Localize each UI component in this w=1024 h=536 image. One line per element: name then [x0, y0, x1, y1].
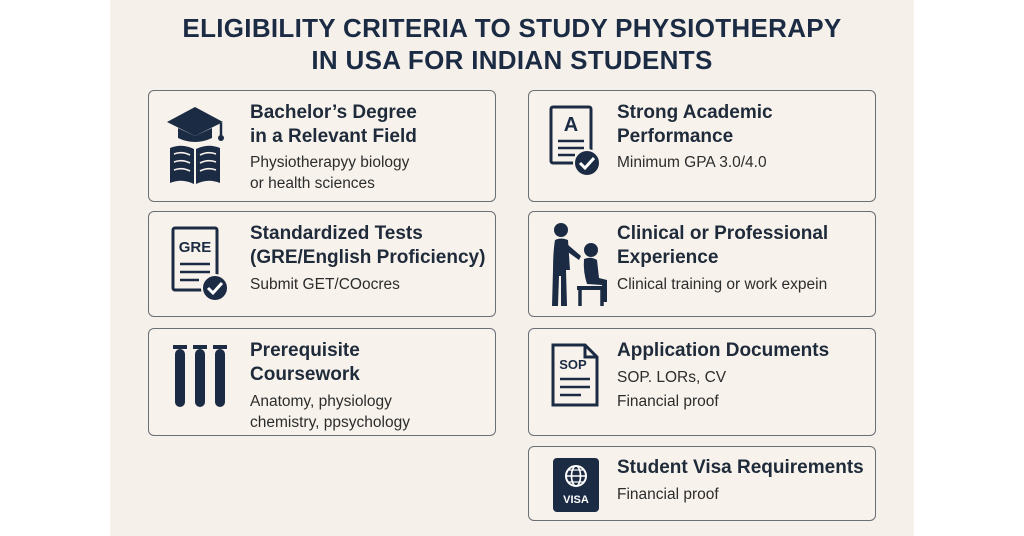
- grade-document-icon: [547, 103, 605, 181]
- card-description-line-1: Anatomy, physiology: [250, 393, 392, 410]
- card-description-line-1: Physiotherapyy biology: [250, 154, 410, 171]
- page-title: [110, 12, 914, 76]
- card-title-line-1: Bachelor’s Degree: [250, 102, 417, 123]
- svg-text:SOP: SOP: [559, 357, 587, 372]
- card-academic-performance: [528, 90, 876, 202]
- svg-text:GRE: GRE: [178, 239, 212, 256]
- card-title-line-1: Clinical or Professional: [617, 223, 829, 244]
- svg-text:A: A: [563, 114, 579, 136]
- card-standardized-tests: [148, 211, 496, 317]
- card-description-line-2: chemistry, ppsychology: [250, 414, 410, 431]
- card-prerequisite-coursework: [148, 328, 496, 436]
- card-description-line-1: Clinical training or work expein: [617, 276, 828, 293]
- card-description-line-2: or health sciences: [250, 175, 375, 192]
- title-line-2: IN USA FOR INDIAN STUDENTS: [311, 45, 713, 75]
- test-tubes-icon: [171, 343, 231, 413]
- card-description-line-2: Financial proof: [617, 393, 719, 410]
- card-title-line-1: Standardized Tests: [250, 223, 423, 244]
- sop-document-icon: [549, 341, 601, 409]
- card-title-line-1: Prerequisite: [250, 340, 360, 361]
- visa-passport-icon: [551, 456, 601, 514]
- card-description-line-1: SOP. LORs, CV: [617, 369, 727, 386]
- card-title-line-1: Student Visa Requirements: [617, 457, 864, 478]
- card-clinical-experience: [528, 211, 876, 317]
- title-line-1: ELIGIBILITY CRITERIA TO STUDY PHYSIOTHERAPY: [182, 13, 842, 43]
- card-application-documents: [528, 328, 876, 436]
- card-title-line-2: Experience: [617, 247, 719, 268]
- card-title-line-2: (GRE/English Proficiency): [250, 247, 486, 268]
- card-title-line-2: in a Relevant Field: [250, 126, 417, 147]
- card-title-line-2: Performance: [617, 126, 734, 147]
- therapist-patient-icon: [541, 220, 611, 312]
- test-document-icon: [169, 224, 235, 304]
- card-title-line-1: Application Documents: [617, 340, 830, 361]
- graduation-book-icon: [164, 104, 226, 186]
- card-description-line-1: Financial proof: [617, 486, 719, 503]
- card-bachelors-degree: [148, 90, 496, 202]
- card-title-line-1: Strong Academic: [617, 102, 773, 123]
- card-student-visa: [528, 446, 876, 521]
- card-title-line-2: Coursework: [250, 364, 360, 385]
- card-description-line-1: Submit GET/COocres: [250, 276, 400, 293]
- svg-text:VISA: VISA: [563, 494, 589, 506]
- card-description-line-1: Minimum GPA 3.0/4.0: [617, 154, 767, 171]
